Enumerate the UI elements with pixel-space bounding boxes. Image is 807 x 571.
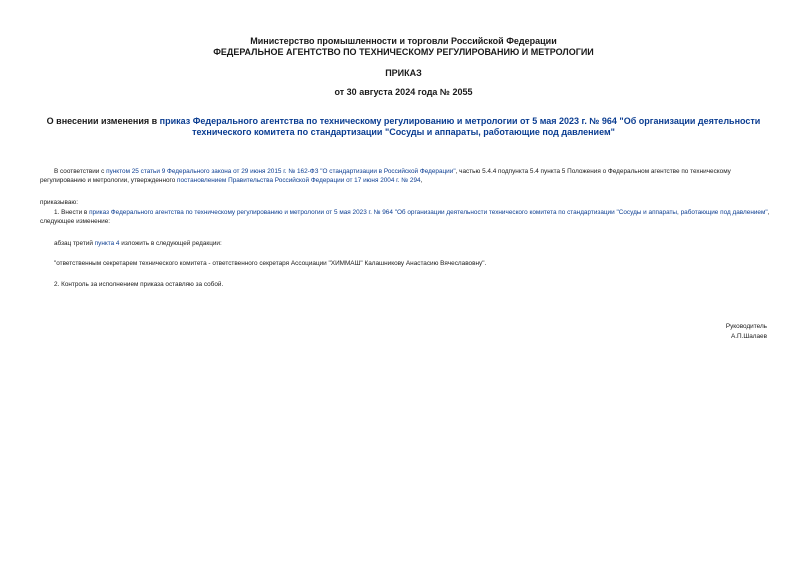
basis-text-2: , частью 5.4.4 подпункта 5.4 пункта 5 Положения о Федеральном агентстве по техническому регулированию и метрологии, утвержденного bbox=[40, 168, 731, 184]
paragraph-amend bbox=[40, 239, 770, 248]
basis-text-1: В соответствии с bbox=[54, 168, 107, 175]
decree-link[interactable]: постановлением Правительства Российской Федерации от 17 июня 2004 г. № 294 bbox=[177, 177, 421, 184]
paragraph-item-1 bbox=[40, 208, 770, 226]
paragraph-order-word: приказываю: bbox=[40, 199, 78, 206]
law-link[interactable]: пунктом 25 статьи 9 Федерального закона от 29 июня 2015 г. № 162-ФЗ "О стандартизации в Российской Федерации" bbox=[106, 168, 456, 175]
clause-link[interactable]: пункта 4 bbox=[94, 240, 120, 247]
doc-title bbox=[40, 116, 767, 138]
amend-text-1: абзац третий bbox=[54, 240, 95, 247]
paragraph-basis bbox=[40, 167, 770, 185]
order-link[interactable]: приказ Федерального агентства по техническому регулированию и метрологии от 5 мая 2023 г. № 964 "Об организации деятельности технического комитета по стандартизации "Сосуды и аппараты, работающие под давлением" bbox=[89, 209, 768, 216]
doc-title-link[interactable]: приказ Федерального агентства по техническому регулированию и метрологии от 5 мая 2023 г. № 964 "Об организации деятельности технического комитета по стандартизации "Сосуды и аппараты, работающие под давлением" bbox=[159, 116, 761, 137]
paragraph-item-2: 2. Контроль за исполнением приказа оставляю за собой. bbox=[54, 281, 224, 288]
signature-name: А.П.Шалаев bbox=[730, 333, 767, 340]
item1-text-1: 1. Внести в bbox=[54, 209, 90, 216]
signature-role: Руководитель bbox=[725, 323, 767, 330]
doc-type: ПРИКАЗ bbox=[385, 68, 422, 78]
doc-title-prefix: О внесении изменения в bbox=[46, 116, 160, 126]
paragraph-new-text: "ответственным секретарем технического комитета - ответственного секретаря Ассоциации "ХИММАШ" Калашникову Анастасию Вячеславовну". bbox=[54, 260, 487, 267]
agency-name: ФЕДЕРАЛЬНОЕ АГЕНТСТВО ПО ТЕХНИЧЕСКОМУ РЕГУЛИРОВАНИЮ И МЕТРОЛОГИИ bbox=[213, 47, 594, 57]
ministry-name: Министерство промышленности и торговли Российской Федерации bbox=[250, 36, 557, 46]
doc-date: от 30 августа 2024 года № 2055 bbox=[334, 87, 473, 97]
item1-text-2: , следующее изменение: bbox=[40, 209, 770, 225]
amend-text-2: изложить в следующей редакции: bbox=[119, 240, 222, 247]
basis-text-3: , bbox=[420, 177, 423, 184]
